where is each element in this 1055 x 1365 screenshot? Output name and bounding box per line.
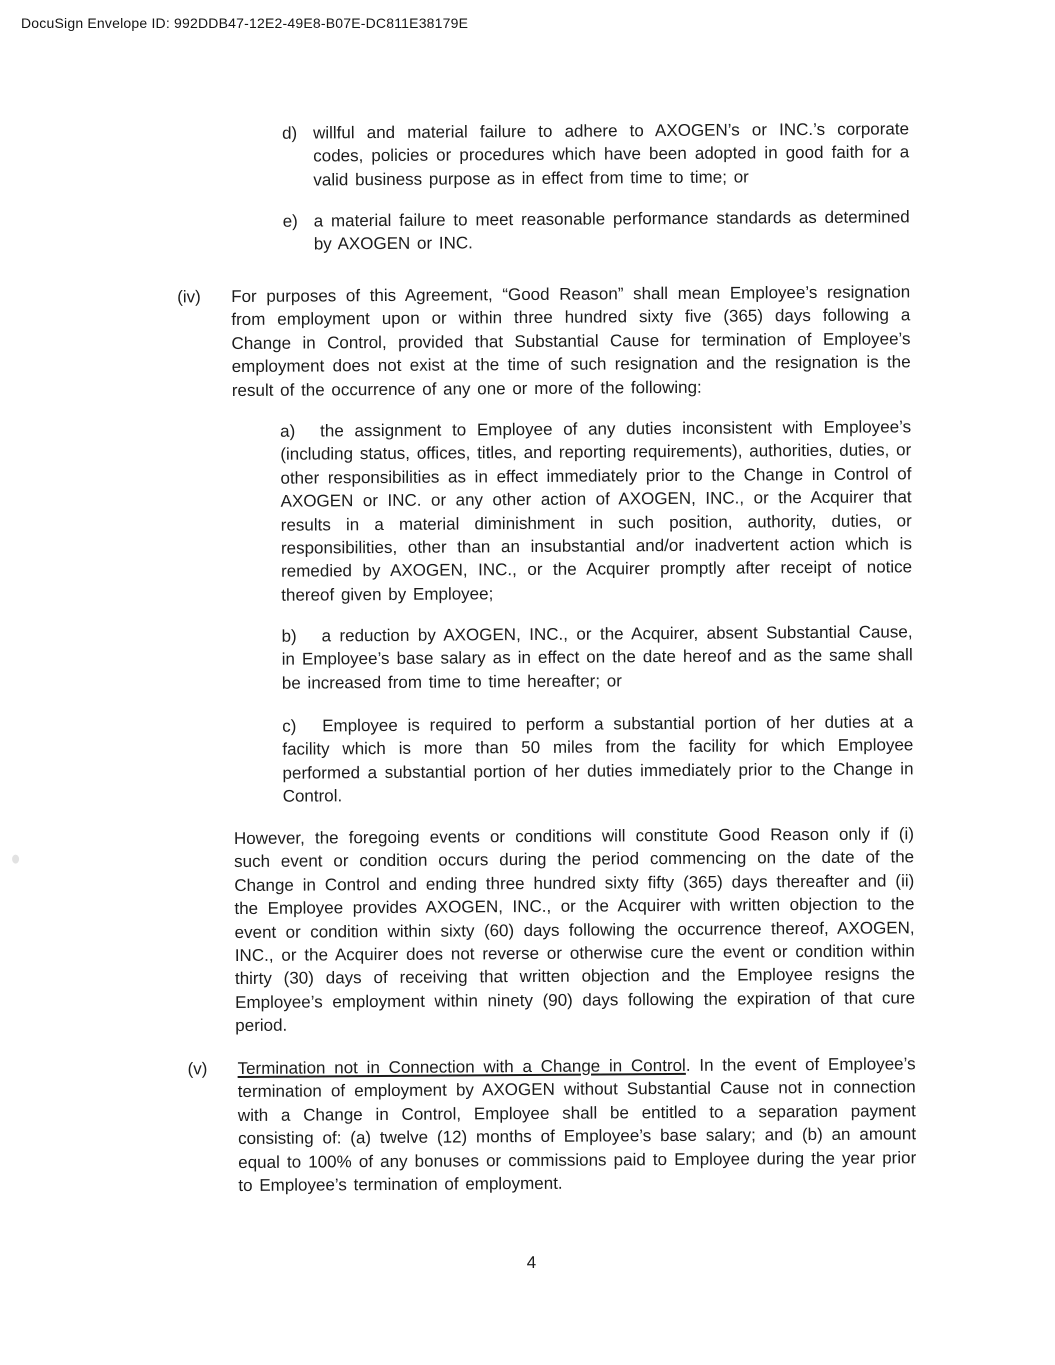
docusign-envelope-id: DocuSign Envelope ID: 992DDB47-12E2-49E8-B07E-DC811E38179E (21, 15, 469, 31)
clause-v-underlined-heading: Termination not in Connection with a Change in Control (237, 1055, 686, 1079)
clause-label-v: (v) (187, 1059, 208, 1079)
subclause-text-a: the assignment to Employee of any duties inconsistent with Employee’s (including status, offices, titles, and reporting requirements), authorities, duties, or other responsibilities as in effect immediately prior to the Change in Control of AXOGEN or INC. or any other action of AXOGEN, INC., or the Acquirer that results in a material diminishment in such position, authority, duties, or responsibilities, other than an insubstantial and/or inadvertent action which is remedied by AXOGEN, INC., or the Acquirer promptly after receipt of notice thereof given by Employee; (280, 417, 913, 605)
subclause-text-b: a reduction by AXOGEN, INC., or the Acquirer, absent Substantial Cause, in Employee’s base salary as in effect on the date hereof and as the same shall be increased from time to time hereafter; or (281, 622, 913, 693)
clause-label-d: d) (281, 123, 298, 143)
scan-artifact (12, 855, 19, 864)
subclause-text-c: Employee is required to perform a substantial portion of her duties at a facility which is more than 50 miles from the facility for which Employee performed a substantial portion of her duties immediately prior to the Change in Control. (282, 712, 914, 806)
clause-text-d: willful and material failure to adhere to AXOGEN’s or INC.’s corporate codes, policies or procedures which have been adopted in good faith for a valid business purpose as in effect from time to time; or (312, 119, 910, 190)
subclause-label-c: c) (282, 716, 297, 736)
subclause-label-b: b) (281, 626, 297, 646)
clause-label-e: e) (282, 211, 298, 231)
subclause-label-a: a) (280, 421, 296, 441)
page-number: 4 (526, 1252, 537, 1273)
subclause-b (281, 620, 912, 695)
clause-label-iv: (iv) (177, 287, 201, 307)
clause-text-e: a material failure to meet reasonable performance standards as determined by AXOGEN or INC. (313, 207, 910, 254)
subclause-a (280, 415, 912, 607)
however-paragraph: However, the foregoing events or conditions will constitute Good Reason only if (i) such event or condition occurs during the period commencing on the date of the Change in Control and ending three hundred sixty fifty (365) days thereafter and (ii) the Employee provides AXOGEN, INC., or the Acquirer with written objection to the event or condition within sixty (60) days following the occurrence thereof, AXOGEN, INC., or the Acquirer does not reverse or otherwise cure the event or condition within thirty (30) days of receiving that written objection and the Employee resigns the Employee’s employment within ninety (90) days following the expiration of that cure period. (233, 824, 916, 1036)
clause-v (237, 1052, 916, 1197)
clause-v-text: . In the event of Employee’s termination of employment by AXOGEN without Substantial Cause not in connection with a Change in Control, Employee shall be entitled to a separation payment consisting of: (a) twelve (12) months of Employee’s base salary; and (b) an amount equal to 100% of any bonuses or commissions paid to Employee during the year prior to Employee’s termination of employment. (237, 1054, 917, 1196)
clause-text-iv: For purposes of this Agreement, “Good Reason” shall mean Employee’s resignation from employment upon or within three hundred sixty five (365) days following a Change in Control, provided that Substantial Cause for termination of Employee’s employment does not exist at the time of such resignation and the resignation is the result of the occurrence of any one or more of the following: (231, 282, 911, 400)
subclause-c (282, 710, 914, 808)
